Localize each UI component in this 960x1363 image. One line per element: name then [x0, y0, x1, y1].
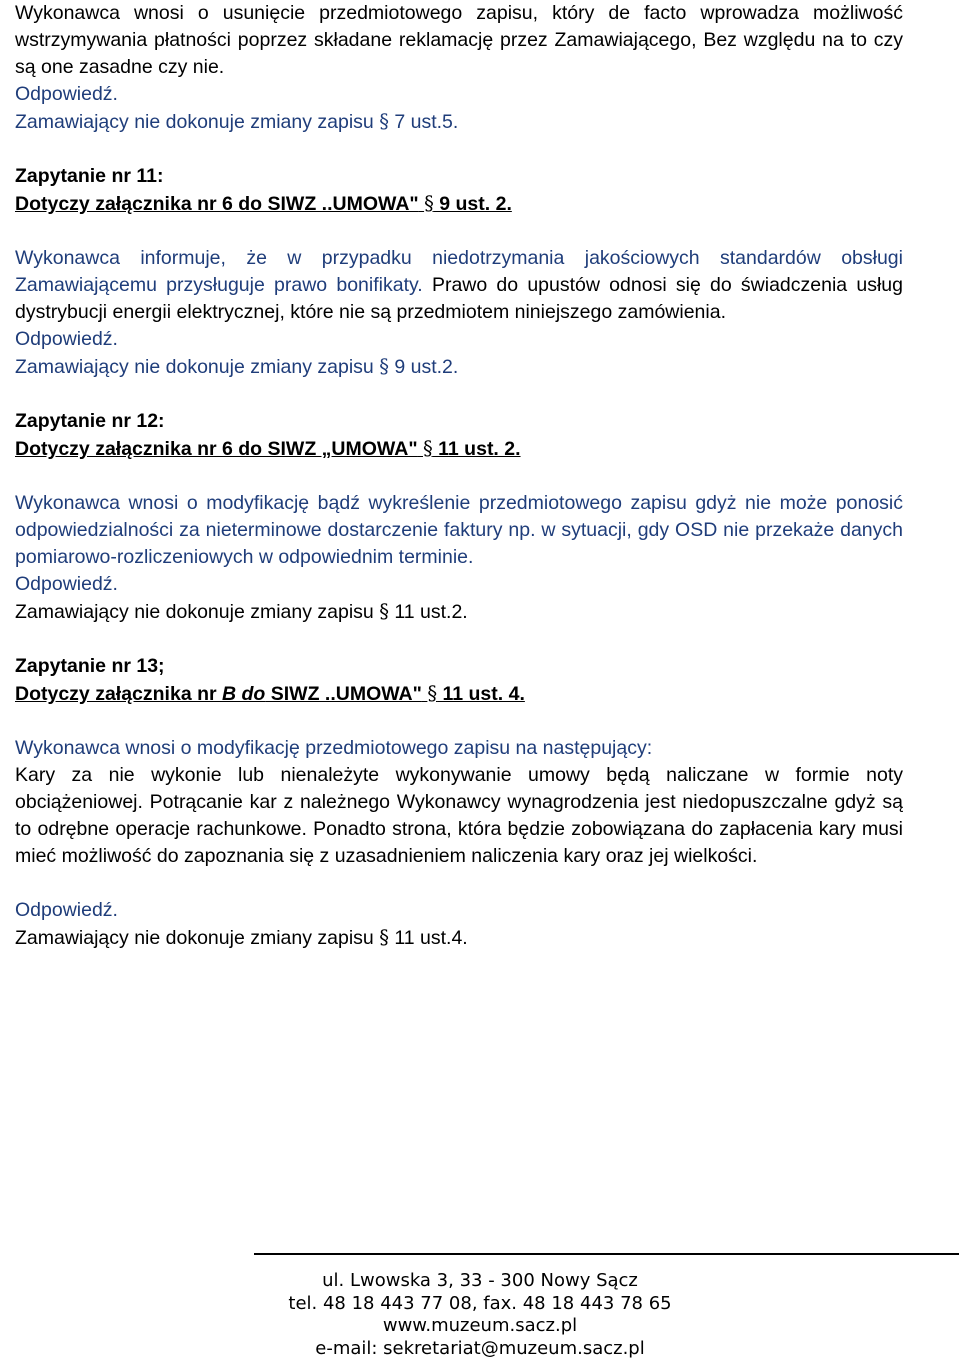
question-title: Zapytanie nr 11: — [15, 165, 164, 187]
answer-label: Odpowiedź. — [15, 83, 118, 105]
footer — [0, 1270, 960, 1360]
question-subject: Dotyczy załącznika nr 6 do SIWZ „UMOWA" § 11 ust. 2. — [15, 437, 521, 460]
question-intro: Wykonawca wnosi o modyfikację przedmiotowego zapisu na następujący: — [15, 737, 653, 759]
answer-text: Zamawiający nie dokonuje zmiany zapisu § 9 ust.2. — [15, 355, 459, 378]
intro-paragraph: Wykonawca wnosi o usunięcie przedmiotowego zapisu, który de facto wprowadza możliwość wstrzymywania płatności poprzez składane reklamację przez Zamawiającego, Bez względu na to czy są one zasadne czy nie. — [15, 2, 903, 78]
answer-text: Zamawiający nie dokonuje zmiany zapisu § 11 ust.2. — [15, 600, 468, 623]
footer-divider — [254, 1253, 959, 1255]
footer-email: e-mail: sekretariat@muzeum.sacz.pl — [315, 1337, 645, 1359]
question-paragraph: Kary za nie wykonie lub nienależyte wykonywanie umowy będą naliczane w formie noty obciążeniowej. Potrącanie kar z należnego Wykonawcy wynagrodzenia jest niedopuszczalne gdyż są to odrębne operacje rachunkowe. Ponadto strona, która będzie zobowiązana do zapłacenia kary musi mieć możliwość do zapoznania się z uzasadnieniem naliczenia kary oraz jej wielkości. — [15, 764, 903, 867]
footer-phone: tel. 48 18 443 77 08, fax. 48 18 443 78 65 — [288, 1292, 672, 1314]
answer-text: Zamawiający nie dokonuje zmiany zapisu § 11 ust.4. — [15, 926, 468, 949]
question-paragraph: Wykonawca wnosi o modyfikację bądź wykreślenie przedmiotowego zapisu gdyż nie może ponosić odpowiedzialności za nieterminowe dostarczenie faktury np. w sytuacji, gdy OSD nie przekaże danych pomiarowo-rozliczeniowych w odpowiednim terminie. — [15, 492, 903, 568]
answer-label: Odpowiedź. — [15, 899, 118, 921]
answer-label: Odpowiedź. — [15, 328, 118, 350]
question-subject: Dotyczy załącznika nr B do SIWZ ..UMOWA" § 11 ust. 4. — [15, 682, 525, 705]
question-paragraph: Wykonawca informuje, że w przypadku niedotrzymania jakościowych standardów obsługi Zamawiającemu przysługuje prawo bonifikaty. Prawo do upustów odnosi się do świadczenia usług dystrybucji energii elektrycznej, które nie są przedmiotem niniejszego zamówienia. — [15, 247, 903, 323]
question-title: Zapytanie nr 13; — [15, 655, 165, 677]
footer-address: ul. Lwowska 3, 33 - 300 Nowy Sącz — [322, 1270, 638, 1291]
answer-label: Odpowiedź. — [15, 573, 118, 595]
footer-www: www.muzeum.sacz.pl — [382, 1315, 578, 1336]
answer-text: Zamawiający nie dokonuje zmiany zapisu § 7 ust.5. — [15, 110, 459, 133]
question-subject: Dotyczy załącznika nr 6 do SIWZ ..UMOWA" § 9 ust. 2. — [15, 192, 512, 215]
question-title: Zapytanie nr 12: — [15, 410, 165, 432]
document-body — [15, 0, 903, 952]
